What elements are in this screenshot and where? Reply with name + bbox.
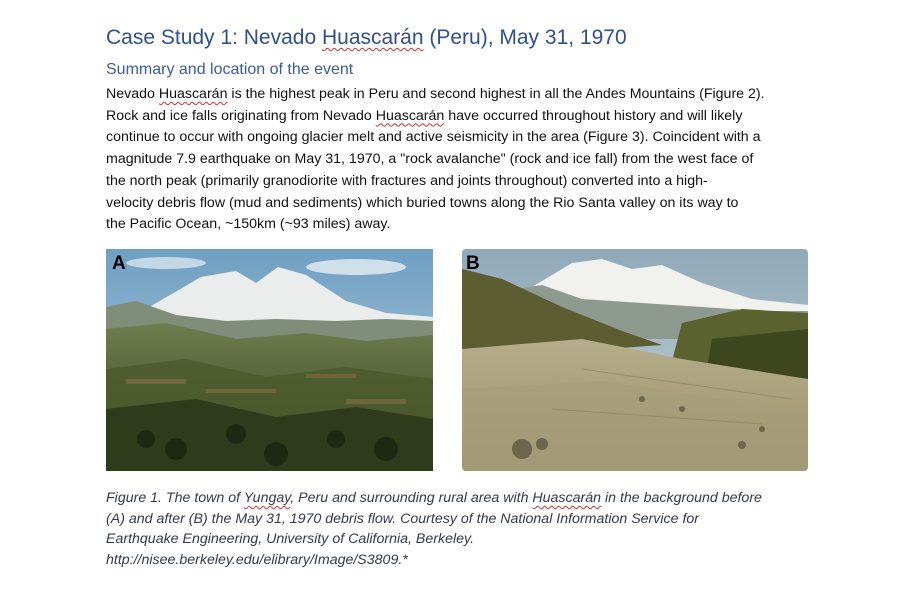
- panel-label-b: B: [466, 253, 480, 274]
- figure-caption: [106, 488, 811, 570]
- spellcheck-flagged-word: Yungay: [243, 490, 291, 506]
- paragraph-line: Nevado Huascarán is the highest peak in Peru and second highest in all the Andes Mountains (Figure 2).: [106, 86, 765, 102]
- spellcheck-flagged-word: Huascarán: [532, 490, 602, 506]
- body-paragraph: [106, 84, 806, 236]
- photo-before-image: [106, 249, 433, 471]
- spellcheck-flagged-word: Huascarán: [375, 107, 445, 124]
- spellcheck-flagged-word: Huascarán: [321, 26, 424, 49]
- caption-link[interactable]: http://nisee.berkeley.edu/elibrary/Image/S3809.*: [106, 551, 408, 568]
- paragraph-line: velocity debris flow (mud and sediments) which buried towns along the Rio Santa valley on its way to: [106, 194, 739, 211]
- section-heading: Summary and location of the event: [106, 61, 354, 78]
- page-title: [106, 26, 627, 50]
- paragraph-line: the north peak (primarily granodiorite with fractures and joints throughout) converted into a high-: [106, 172, 708, 189]
- paragraph-line: the Pacific Ocean, ~150km (~93 miles) away.: [106, 216, 391, 233]
- spellcheck-flagged-word: Huascarán: [158, 86, 228, 102]
- paragraph-line: continue to occur with ongoing glacier melt and active seismicity in the area (Figure 3). Coincident with a: [106, 129, 761, 146]
- title-text: Case Study 1: Nevado Huascarán (Peru), May 31, 1970: [106, 26, 627, 49]
- photo-after: [462, 249, 808, 471]
- caption-line: Earthquake Engineering, University of California, Berkeley.: [106, 531, 475, 547]
- paragraph-line: magnitude 7.9 earthquake on May 31, 1970, a "rock avalanche" (rock and ice fall) from the west face of: [106, 151, 754, 168]
- photo-before: [106, 249, 433, 471]
- caption-line: Figure 1. The town of Yungay, Peru and surrounding rural area with Huascarán in the background before: [106, 490, 762, 506]
- caption-line: (A) and after (B) the May 31, 1970 debris flow. Courtesy of the National Information Service for: [106, 510, 700, 527]
- panel-label-a: A: [112, 253, 126, 274]
- photo-after-image: [462, 249, 808, 471]
- paragraph-line: Rock and ice falls originating from Nevado Huascarán have occurred throughout history and will likely: [106, 107, 743, 124]
